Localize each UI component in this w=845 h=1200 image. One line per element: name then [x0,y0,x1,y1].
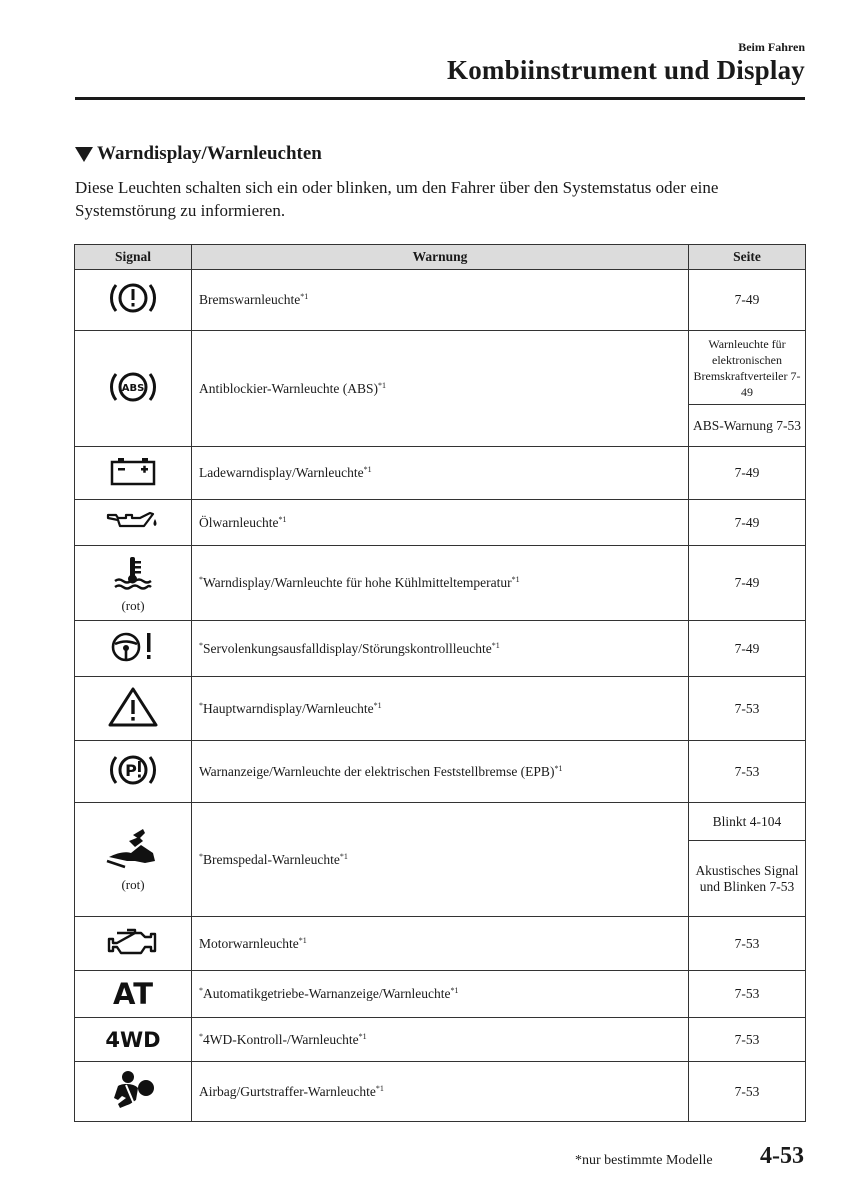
signal-cell [75,1062,192,1122]
master-warning-triangle-icon [106,685,160,729]
warning-lights-table [74,244,806,1122]
warning-cell [192,803,689,917]
table-row [75,741,806,803]
table-row [75,677,806,741]
page-cell: 7-49 [689,546,806,621]
footnote-mark: *1 [339,851,348,861]
warning-cell [192,971,689,1018]
signal-cell [75,971,192,1018]
warning-cell [192,500,689,546]
svg-text:ABS: ABS [121,382,145,394]
signal-note: (rot) [121,597,145,613]
footnote-mark: *1 [358,1031,367,1041]
page-cell: 7-49 [689,447,806,500]
warning-cell [192,447,689,500]
header-divider [75,97,805,100]
table-row [75,447,806,500]
page-cell: ABS-Warnung 7-53 [689,405,806,447]
warning-asterisk: * [199,851,203,861]
footnote-mark: *1 [450,986,459,995]
page-cell: Akustisches Signal und Blinken 7-53 [689,841,806,917]
footnote-mark: *1 [363,465,372,474]
warning-text: Ölwarnleuchte [199,514,279,530]
footnote-mark: *1 [298,935,307,945]
table-header-row [75,245,806,270]
warning-text: Warndisplay/Warnleuchte für hohe Kühlmitteltemperatur [203,575,512,590]
page-number: 4-53 [760,1143,804,1169]
footer-note: *nur bestimmte Modelle [575,1153,713,1168]
warning-asterisk: * [199,640,203,650]
table-row [75,917,806,971]
parking-brake-icon [105,750,161,790]
column-header-page: Seite [689,245,806,270]
page-cell: Blinkt 4-104 [689,803,806,841]
warning-cell [192,917,689,971]
table-row [75,331,806,405]
battery-icon [108,454,158,488]
footnote-mark: *1 [554,763,563,773]
signal-cell [75,447,192,500]
warning-cell [192,741,689,803]
section-heading-text: Warndisplay/Warnleuchten [97,143,322,164]
signal-cell [75,331,192,447]
table-row [75,546,806,621]
warning-text: 4WD-Kontroll-/Warnleuchte [203,1031,359,1047]
column-header-signal: Signal [75,245,192,270]
warning-text: Servolenkungsausfalldisplay/Störungskontrollleuchte [203,640,492,656]
signal-cell [75,741,192,803]
at-icon: AT [113,977,153,1011]
table-row [75,270,806,331]
engine-icon [105,925,161,959]
page-cell: 7-53 [689,1018,806,1062]
page-cell: 7-53 [689,741,806,803]
signal-cell [75,270,192,331]
warning-asterisk: * [199,575,203,584]
signal-cell [75,546,192,621]
4wd-icon: 4WD [105,1027,161,1052]
footnote-mark: *1 [511,575,520,584]
page-cell: 7-53 [689,917,806,971]
page-cell: 7-53 [689,1062,806,1122]
table-row [75,500,806,546]
warning-asterisk: * [199,986,203,995]
warning-cell [192,621,689,677]
warning-text: Bremspedal-Warnleuchte [203,851,340,867]
page-cell: Warnleuchte für elektronischen Bremskraftverteiler 7-49 [689,331,806,405]
warning-text: Bremswarnleuchte [199,292,301,307]
coolant-temperature-icon [111,554,155,592]
signal-cell [75,621,192,677]
footnote-mark: *1 [491,640,500,650]
signal-cell [75,677,192,741]
warning-text: Motorwarnleuchte [199,935,299,951]
signal-cell [75,1018,192,1062]
warning-text: Ladewarndisplay/Warnleuchte [199,465,364,480]
page-cell: 7-49 [689,500,806,546]
triangle-down-icon [75,147,93,162]
table-row [75,621,806,677]
footnote-mark: *1 [375,1083,384,1093]
signal-cell [75,803,192,917]
warning-text: Warnanzeige/Warnleuchte der elektrischen Feststellbremse (EPB) [199,763,555,779]
warning-cell [192,546,689,621]
table-row [75,971,806,1018]
column-header-warning: Warnung [192,245,689,270]
signal-cell [75,500,192,546]
warning-cell [192,1018,689,1062]
page-title: Kombiinstrument und Display [447,55,805,85]
section-heading [75,143,322,165]
signal-cell [75,917,192,971]
table-row [75,803,806,841]
table-row [75,1018,806,1062]
signal-note: (rot) [121,877,145,892]
brake-pedal-icon [105,827,161,871]
warning-cell [192,270,689,331]
page-cell: 7-53 [689,677,806,741]
warning-text: Hauptwarndisplay/Warnleuchte [203,700,374,716]
intro-paragraph: Diese Leuchten schalten sich ein oder blinken, um den Fahrer über den Systemstatus oder eine Systemstörung zu informieren. [75,178,719,220]
footnote-mark: *1 [373,700,382,710]
page-cell: 7-49 [689,270,806,331]
warning-asterisk: * [199,700,203,710]
footnote-mark: *1 [300,292,309,301]
chapter-label: Beim Fahren [738,40,805,54]
svg-text:P: P [125,760,137,780]
footnote-mark: *1 [377,380,386,390]
brake-warning-icon [105,278,161,318]
steering-wheel-warning-icon [107,628,159,666]
warning-text: Airbag/Gurtstraffer-Warnleuchte [199,1083,376,1099]
warning-text: Antiblockier-Warnleuchte (ABS) [199,380,378,396]
airbag-icon [108,1068,158,1112]
warning-cell [192,331,689,447]
warning-text: Automatikgetriebe-Warnanzeige/Warnleuchte [203,986,451,1001]
table-row [75,1062,806,1122]
warning-asterisk: * [199,1031,203,1041]
oil-can-icon [104,506,162,536]
warning-cell [192,1062,689,1122]
warning-cell [192,677,689,741]
page-cell: 7-53 [689,971,806,1018]
abs-icon [105,367,161,407]
page-cell: 7-49 [689,621,806,677]
footnote-mark: *1 [278,514,287,524]
